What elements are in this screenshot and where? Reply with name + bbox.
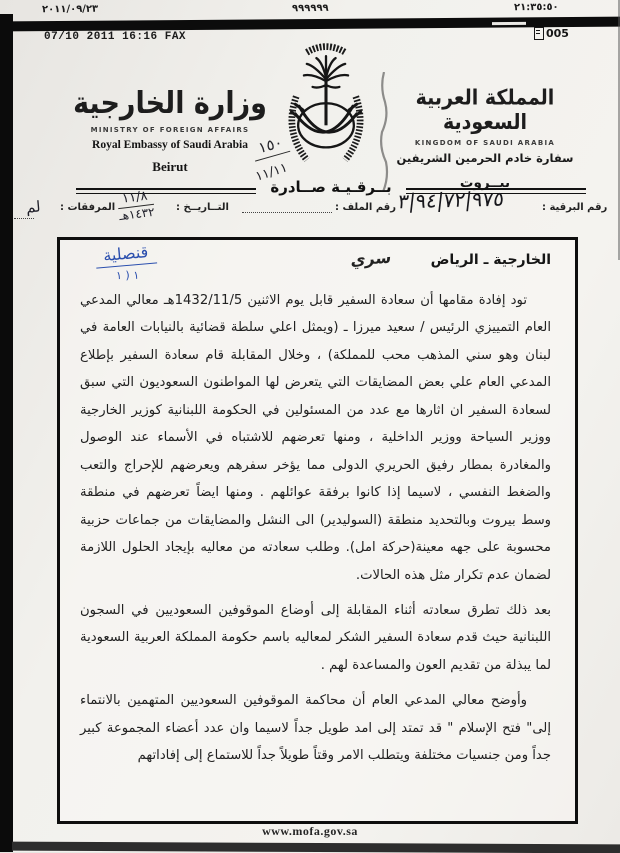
blue-note-word: قنصلية [94,241,157,268]
embassy-name-ar: سفارة خادم الحرمين الشريفين [396,151,574,165]
embassy-name-en: Royal Embassy of Saudi Arabia [92,139,248,151]
addressee-text: الخارجية ـ الرياض [430,252,551,268]
fax-strip-gap [492,22,526,25]
blue-note-marks: ١ ( ١ [115,268,140,283]
mofa-website: www.mofa.gov.sa [262,824,358,838]
fax-timestamp: 07/10 2011 16:16 FAX [44,31,187,43]
date-handwritten-day-month: ١١/٨ [116,188,153,209]
fax-received-time: ٢١:٣٥:٥٠ [513,1,559,14]
ministry-name-en: MINISTRY OF FOREIGN AFFAIRS [90,126,250,134]
attachments-label: المرفقات : [60,202,116,213]
file-number-label: رقم الملف : [335,202,396,213]
page-icon [534,27,544,40]
saudi-palm-swords-emblem [278,36,374,182]
title-rule-left [76,188,256,194]
handwritten-number: ١٥٠ [251,131,291,161]
letter-paragraph: تود إفادة مقامها أن سعادة السفير قابل يوم الاثنين 1432/11/5هـ معالي المدعي العام التمييزي الرئيس / سعيد ميرزا ـ (ويمثل اعلي سلطة قضائية بالنيابات العامة في لبنان وهو سني المذهب محب للمملكة) ، وخلال المقابلة قام سعادة السفير بإطلاع المدعي العام علي بعض المضايقات التي يتعرض لها المواطنون السعوديون التي سبق لسعادة السفير ان اثارها مع عدد من المسئولين في الحكومة اللبنانية كوزير الخارجية ووزير السياحة ووزير الداخلية ، ومنها تعرضهم للاشتباه في الأسماء عند الوصول والمغادرة بمطار رفيق الحريري الدولى مما يؤخر سفرهم ويعرضهم للإحراج والتعب والضغط النفسي ، لاسيما إذا كانوا برفقة عوائلهم . ومنها ايضاً تعرضهم في منطقة وسط بيروت وبالتحديد منطقة (السوليدير) الى النشل والمضايقات من جماعات حزبية محسوبة على جهه معينة(حركة امل). وطلب سعادته من معاليه بإيجاد الحلول اللازمة لضمان عدم تكرار مثل هذه الحالات. [80,293,551,583]
blue-handwritten-note [94,241,158,284]
fax-station-digits: ٩٩٩٩٩٩ [291,2,329,15]
kingdom-calligraphy-ar: المملكة العربية السعودية [415,85,555,135]
scan-edge-band [0,14,13,852]
ministry-calligraphy-ar: وزارة الخارجية [73,86,267,121]
attachments-handwritten: لم [25,197,42,217]
telegram-number-label: رقم البرقية : [542,202,608,213]
letter-paragraph: بعد ذلك تطرق سعادته أثناء المقابلة إلى أوضاع الموقوفين السعوديين في السجون اللبنانية حيث قدم سعادة السفير الشكر لمعاليه باسم حكومة المملكة العربية السعودية لما يبذلة من تقديم العون والمساعدة لهم . [80,602,551,673]
secret-handwritten: سري [350,247,393,270]
date-handwritten [116,188,155,223]
file-number-dotted-line [242,200,332,213]
bottom-scan-bar [12,842,620,853]
date-label: التــاريــخ : [176,202,229,213]
letter-paragraph: وأوضح معالي المدعي العام أن محاكمة الموقوفين السعوديين المتهمين بالانتماء إلى" فتح الإسلام " قد تمتد إلى امد طويل جداً لاسيما وان عدد أعضاء المجموعة كبير جداً ومن جنسيات مختلفة ويتطلب الامر وقتاً طويلاً جداً للاستماع إلى إفاداتهم [80,693,551,764]
embassy-city-ar: بيــروت [459,175,511,191]
date-handwritten-year: ١٤٣٢هـ [118,204,156,224]
embassy-city-en: Beirut [152,159,188,174]
telegram-title: بــرقـيـة صــادرة [270,178,392,196]
telegram-number-handwritten: ٩٧٥|٧٢|٩٤|٣ [396,186,506,214]
kingdom-name-en: KINGDOM OF SAUDI ARABIA [414,139,556,147]
fax-page-counter [534,27,569,40]
fax-separator-strip [6,17,620,32]
fax-received-date: ٢٠١١/٠٩/٢٣ [41,3,99,16]
letter-body-box [57,237,578,824]
letterhead-right [388,85,582,191]
handwritten-date: ١١/١١ [254,160,289,185]
attachments-dotted-line [14,206,34,219]
letterhead-left [70,88,270,175]
fax-page-number: 005 [546,27,569,40]
letter-body [60,240,575,821]
